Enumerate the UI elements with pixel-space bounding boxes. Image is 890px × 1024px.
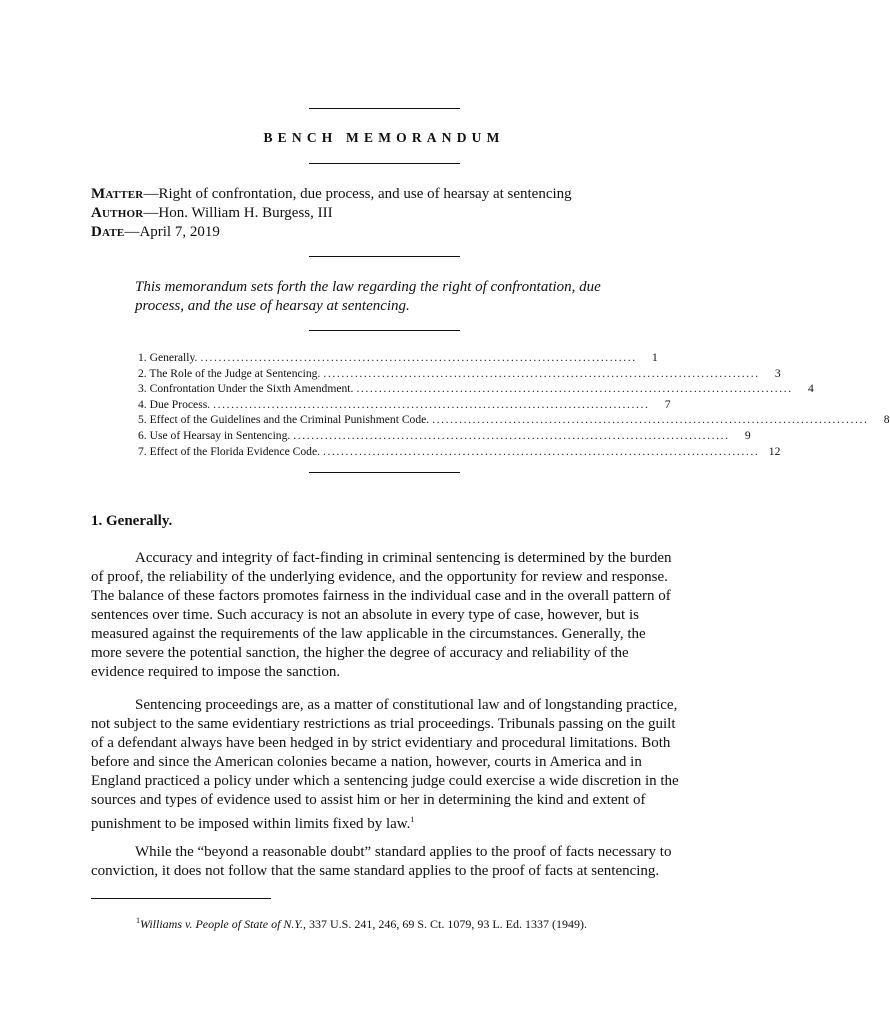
toc-leader: ................................................................................................. <box>200 351 637 364</box>
footnote-ref[interactable]: 1 <box>410 815 415 824</box>
author-value: —Hon. William H. Burgess, III <box>143 205 333 221</box>
toc-entry-page: 8 <box>883 413 890 427</box>
toc-leader: ................................................................................................. <box>323 444 760 458</box>
toc-entry-page: 4 <box>808 382 814 396</box>
paragraph-2-text: Sentencing proceedings are, as a matter of constitutional law and of longstanding practice, not subject to the same evidentiary restrictions as trial proceedings. Tribunals passing on the guilt of a defendant always have been hedged in by strict evidentiary and procedural limitations. Both before and since the American colonies became a nation, however, courts in America and in England practiced a policy under which a sentencing judge could exercise a wide discretion in the sources and types of evidence used to assist him or her in determining the kind and extent of punishment to be imposed within limits fixed by law. <box>91 697 679 832</box>
footnote-citation: , 337 U.S. 241, 246, 69 S. Ct. 1079, 93 L. Ed. 1337 (1949). <box>303 917 588 931</box>
footnote-case-name: Williams v. People of State of N.Y. <box>140 917 303 931</box>
toc-entry-page: 9 <box>744 428 751 442</box>
toc-leader: ................................................................................................. <box>356 382 793 396</box>
toc-entry-page: 3 <box>774 366 781 380</box>
abstract: This memorandum sets forth the law regarding the right of confrontation, due process, and the use of hearsay at sentencing. <box>135 279 601 314</box>
toc-entry-label: 5. Effect of the Guidelines and the Criminal Punishment Code. <box>138 413 430 427</box>
toc-entry-page: 1 <box>652 351 658 364</box>
toc-entry[interactable] <box>138 428 751 444</box>
page-title: BENCH MEMORANDUM <box>263 130 505 145</box>
toc-entry[interactable] <box>138 350 658 366</box>
toc-leader: ................................................................................................. <box>323 366 760 380</box>
toc-rule <box>309 472 460 473</box>
section-heading: 1. Generally. <box>91 513 173 529</box>
paragraph-1: Accuracy and integrity of fact-finding in criminal sentencing is determined by the burden of proof, the reliability of the underlying evidence, and the opportunity for review and response. The balance of these factors promotes fairness in the individual case and in the overall pattern of sentences over time. Such accuracy is not an absolute in every type of case, however, but is measured against the requirements of the law applicable in the circumstances. Generally, the more severe the potential sanction, the higher the degree of accuracy and reliability of the evidence required to impose the sanction. <box>91 550 672 680</box>
date-line <box>91 223 220 242</box>
toc-entry-label: 7. Effect of the Florida Evidence Code. <box>138 444 321 458</box>
toc-leader: ................................................................................................. <box>213 397 650 411</box>
toc-entry-label: 6. Use of Hearsay in Sentencing. <box>138 428 291 442</box>
toc-leader: ................................................................................................. <box>293 428 730 442</box>
toc-entry-label: 3. Confrontation Under the Sixth Amendment. <box>138 382 354 396</box>
toc-entry[interactable] <box>138 412 890 428</box>
footnote-mark: 1 <box>136 916 140 925</box>
abstract-rule <box>309 330 460 331</box>
toc-entry-page: 7 <box>664 397 671 411</box>
matter-line <box>91 185 572 204</box>
paragraph-3: While the “beyond a reasonable doubt” standard applies to the proof of facts necessary to conviction, it does not follow that the same standard applies to the proof of facts at sentencing. <box>91 844 672 879</box>
toc-entry-label: 2. The Role of the Judge at Sentencing. <box>138 366 321 380</box>
toc-entry[interactable] <box>138 366 781 382</box>
matter-value: —Right of confrontation, due process, and use of hearsay at sentencing <box>143 186 572 202</box>
footnote <box>136 913 587 932</box>
toc-entry[interactable] <box>138 381 814 397</box>
date-value: —April 7, 2019 <box>124 224 220 240</box>
paragraph-2 <box>91 696 679 834</box>
meta-rule <box>309 256 460 257</box>
toc-entry-label: 4. Due Process. <box>138 397 211 411</box>
toc-entry-page: 12 <box>768 444 781 458</box>
toc-leader: ................................................................................................. <box>432 413 869 427</box>
date-label: Date <box>91 224 125 240</box>
top-rule <box>309 108 460 109</box>
author-label: Author <box>91 205 144 221</box>
matter-label: Matter <box>91 186 144 202</box>
table-of-contents <box>138 350 890 459</box>
title-rule <box>309 163 460 164</box>
footnote-rule <box>91 898 271 899</box>
toc-entry[interactable] <box>138 444 781 460</box>
toc-entry[interactable] <box>138 397 671 413</box>
toc-entry-label: 1. Generally. <box>138 351 198 364</box>
author-line <box>91 204 333 223</box>
